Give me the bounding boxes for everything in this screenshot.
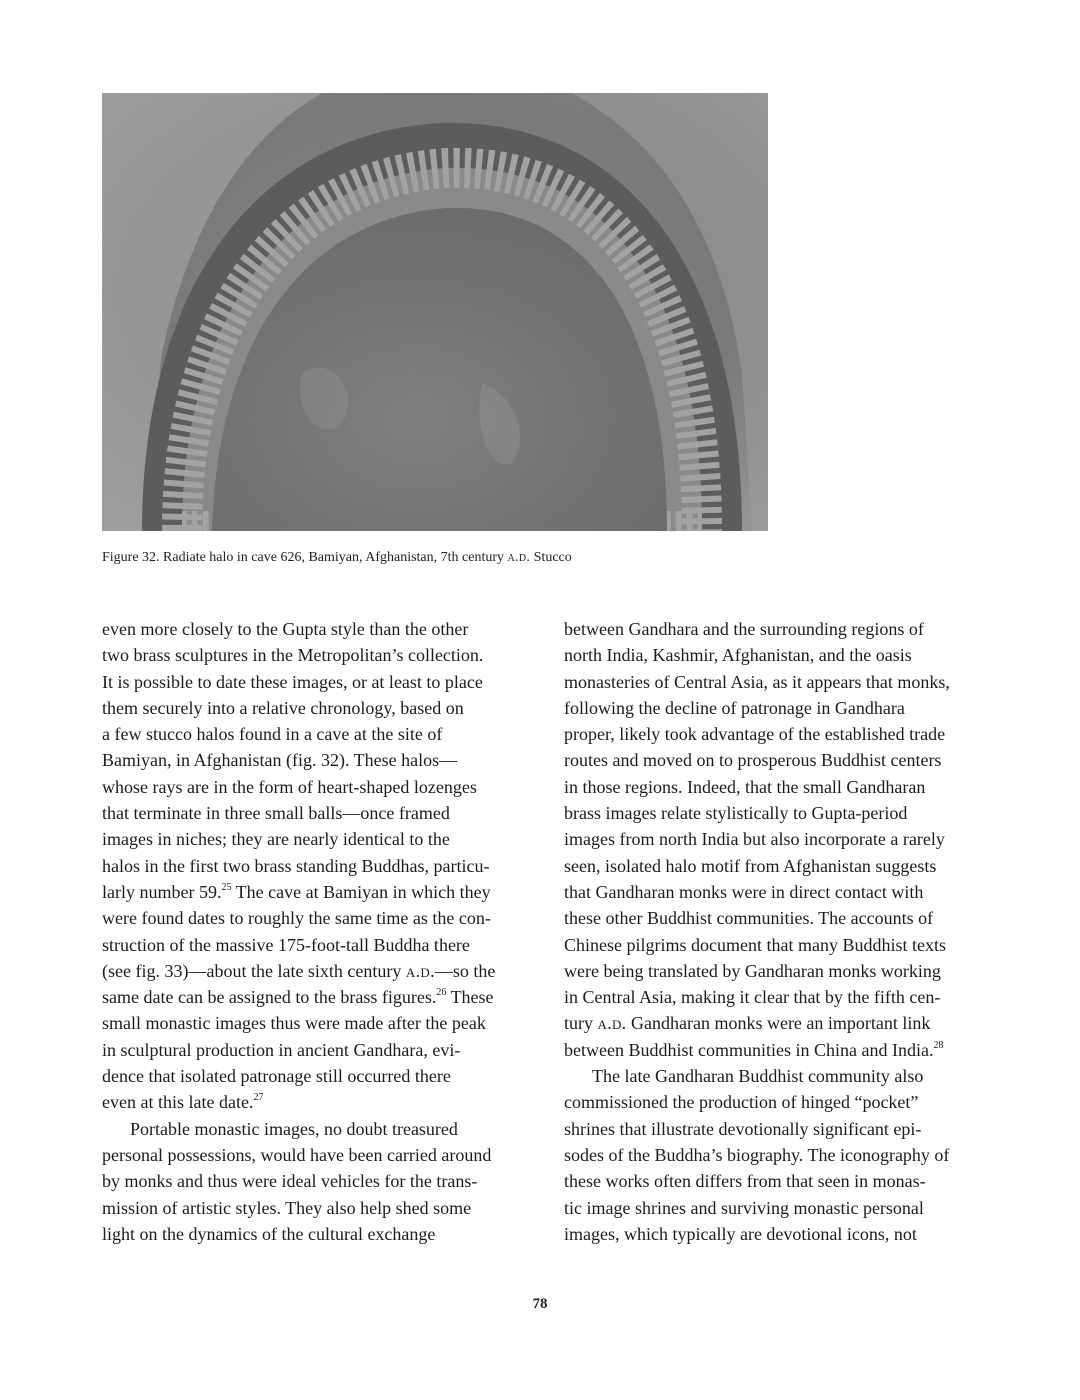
text-run: in sculptural production in ancient Gandhara, evi- bbox=[102, 1039, 461, 1060]
text-line bbox=[102, 1142, 524, 1168]
text-line bbox=[102, 879, 524, 905]
text-line bbox=[102, 800, 524, 826]
text-run: in Central Asia, making it clear that by the fifth cen- bbox=[564, 987, 941, 1008]
text-line bbox=[102, 669, 524, 695]
text-run: shrines that illustrate devotionally significant epi- bbox=[564, 1118, 922, 1139]
text-run: personal possessions, would have been carried around bbox=[102, 1144, 492, 1165]
text-run: these other Buddhist communities. The accounts of bbox=[564, 908, 934, 929]
text-line bbox=[102, 1063, 524, 1089]
text-line bbox=[102, 1010, 524, 1036]
footnote-marker: 26 bbox=[436, 987, 447, 999]
text-run: north India, Kashmir, Afghanistan, and the oasis bbox=[564, 645, 912, 666]
text-run: —so the bbox=[434, 960, 496, 981]
text-line bbox=[102, 984, 524, 1010]
text-run: were being translated by Gandharan monks working bbox=[564, 960, 941, 981]
text-run: light on the dynamics of the cultural exchange bbox=[102, 1223, 436, 1244]
text-run: seen, isolated halo motif from Afghanistan suggests bbox=[564, 855, 937, 876]
text-run: (see fig. 33)—about the late sixth century bbox=[102, 960, 406, 981]
text-run: dence that isolated patronage still occurred there bbox=[102, 1066, 451, 1087]
text-run: small monastic images thus were made after the peak bbox=[102, 1013, 486, 1034]
text-line bbox=[564, 853, 986, 879]
text-run: in those regions. Indeed, that the small Gandharan bbox=[564, 776, 926, 797]
text-line bbox=[564, 1037, 986, 1063]
body-text-right-column bbox=[564, 616, 986, 1247]
text-line bbox=[564, 642, 986, 668]
text-run: Bamiyan, in Afghanistan (fig. 32). These halos— bbox=[102, 750, 458, 771]
text-line bbox=[102, 826, 524, 852]
text-line bbox=[564, 905, 986, 931]
text-line bbox=[564, 984, 986, 1010]
text-line bbox=[102, 721, 524, 747]
text-run: between Gandhara and the surrounding regions of bbox=[564, 619, 924, 639]
text-line bbox=[102, 853, 524, 879]
text-run: two brass sculptures in the Metropolitan’s collection. bbox=[102, 645, 484, 666]
text-run: Portable monastic images, no doubt treasured bbox=[130, 1118, 458, 1139]
text-line bbox=[102, 1168, 524, 1194]
text-line bbox=[102, 747, 524, 773]
text-run: that Gandharan monks were in direct contact with bbox=[564, 881, 924, 902]
text-run: Chinese pilgrims document that many Buddhist texts bbox=[564, 934, 946, 955]
era-abbreviation: a.d. bbox=[597, 1013, 627, 1034]
text-run: It is possible to date these images, or at least to place bbox=[102, 671, 483, 692]
text-run: tic image shrines and surviving monastic personal bbox=[564, 1197, 924, 1218]
text-run: them securely into a relative chronology, based on bbox=[102, 697, 464, 718]
text-line bbox=[102, 642, 524, 668]
text-run: whose rays are in the form of heart-shaped lozenges bbox=[102, 776, 477, 797]
text-run: larly number 59. bbox=[102, 881, 222, 902]
text-line bbox=[564, 747, 986, 773]
text-line bbox=[564, 1168, 986, 1194]
text-run: images, which typically are devotional icons, not bbox=[564, 1223, 917, 1244]
figure-caption: Figure 32. Radiate halo in cave 626, Bamiyan, Afghanistan, 7th century a.d. Stucco bbox=[102, 550, 572, 565]
body-text-left-column bbox=[102, 616, 524, 1247]
text-run: tury bbox=[564, 1013, 598, 1034]
text-run: monasteries of Central Asia, as it appears that monks, bbox=[564, 671, 950, 692]
text-line bbox=[102, 1037, 524, 1063]
text-run: a few stucco halos found in a cave at the site of bbox=[102, 724, 443, 745]
text-line bbox=[564, 1116, 986, 1142]
text-run: halos in the first two brass standing Buddhas, particu- bbox=[102, 855, 490, 876]
text-run: commissioned the production of hinged “pocket” bbox=[564, 1092, 919, 1113]
text-line bbox=[564, 669, 986, 695]
era-abbreviation: a.d. bbox=[405, 960, 435, 981]
text-run: were found dates to roughly the same time as the con- bbox=[102, 908, 491, 929]
text-run: Gandharan monks were an important link bbox=[626, 1013, 931, 1034]
text-line bbox=[102, 1221, 524, 1247]
text-line bbox=[102, 958, 524, 984]
text-run: following the decline of patronage in Gandhara bbox=[564, 697, 905, 718]
text-line bbox=[564, 800, 986, 826]
text-run: The late Gandharan Buddhist community also bbox=[592, 1066, 924, 1087]
text-line bbox=[564, 774, 986, 800]
text-line bbox=[564, 721, 986, 747]
text-line bbox=[102, 1116, 524, 1142]
text-run: proper, likely took advantage of the established trade bbox=[564, 724, 946, 745]
text-run: sodes of the Buddha’s biography. The iconography of bbox=[564, 1144, 950, 1165]
text-line bbox=[564, 1221, 986, 1247]
text-run: between Buddhist communities in China and India. bbox=[564, 1039, 934, 1060]
text-line bbox=[564, 1142, 986, 1168]
text-run: brass images relate stylistically to Gupta-period bbox=[564, 803, 908, 824]
text-run: even more closely to the Gupta style than the other bbox=[102, 619, 469, 639]
text-line bbox=[564, 1063, 986, 1089]
text-run: these works often differs from that seen in monas- bbox=[564, 1171, 926, 1192]
text-line bbox=[102, 905, 524, 931]
page-number: 78 bbox=[532, 1296, 548, 1312]
text-line bbox=[102, 932, 524, 958]
text-line bbox=[102, 1089, 524, 1115]
text-line bbox=[564, 1010, 986, 1036]
text-run: struction of the massive 175-foot-tall Buddha there bbox=[102, 934, 470, 955]
text-run: mission of artistic styles. They also help shed some bbox=[102, 1197, 472, 1218]
footnote-marker: 25 bbox=[221, 881, 232, 893]
text-run: images from north India but also incorporate a rarely bbox=[564, 829, 945, 850]
text-line bbox=[564, 932, 986, 958]
text-run: same date can be assigned to the brass figures. bbox=[102, 987, 437, 1008]
text-line bbox=[564, 958, 986, 984]
text-line bbox=[102, 1195, 524, 1221]
text-line bbox=[564, 616, 986, 642]
text-run: routes and moved on to prosperous Buddhist centers bbox=[564, 750, 942, 771]
text-line bbox=[564, 826, 986, 852]
text-line bbox=[102, 695, 524, 721]
text-line bbox=[102, 774, 524, 800]
figure-photo bbox=[102, 93, 768, 531]
text-run: that terminate in three small balls—once framed bbox=[102, 803, 450, 824]
text-line bbox=[102, 616, 524, 642]
halo-photograph bbox=[102, 93, 768, 531]
footnote-marker: 28 bbox=[933, 1039, 944, 1051]
text-run: by monks and thus were ideal vehicles for the trans- bbox=[102, 1171, 478, 1192]
text-line bbox=[564, 1195, 986, 1221]
footnote-marker: 27 bbox=[253, 1092, 264, 1104]
text-run: images in niches; they are nearly identical to the bbox=[102, 829, 450, 850]
text-line bbox=[564, 1089, 986, 1115]
text-line bbox=[564, 695, 986, 721]
text-line bbox=[564, 879, 986, 905]
text-run: even at this late date. bbox=[102, 1092, 254, 1113]
text-run: The cave at Bamiyan in which they bbox=[231, 881, 491, 902]
text-run: These bbox=[446, 987, 494, 1008]
